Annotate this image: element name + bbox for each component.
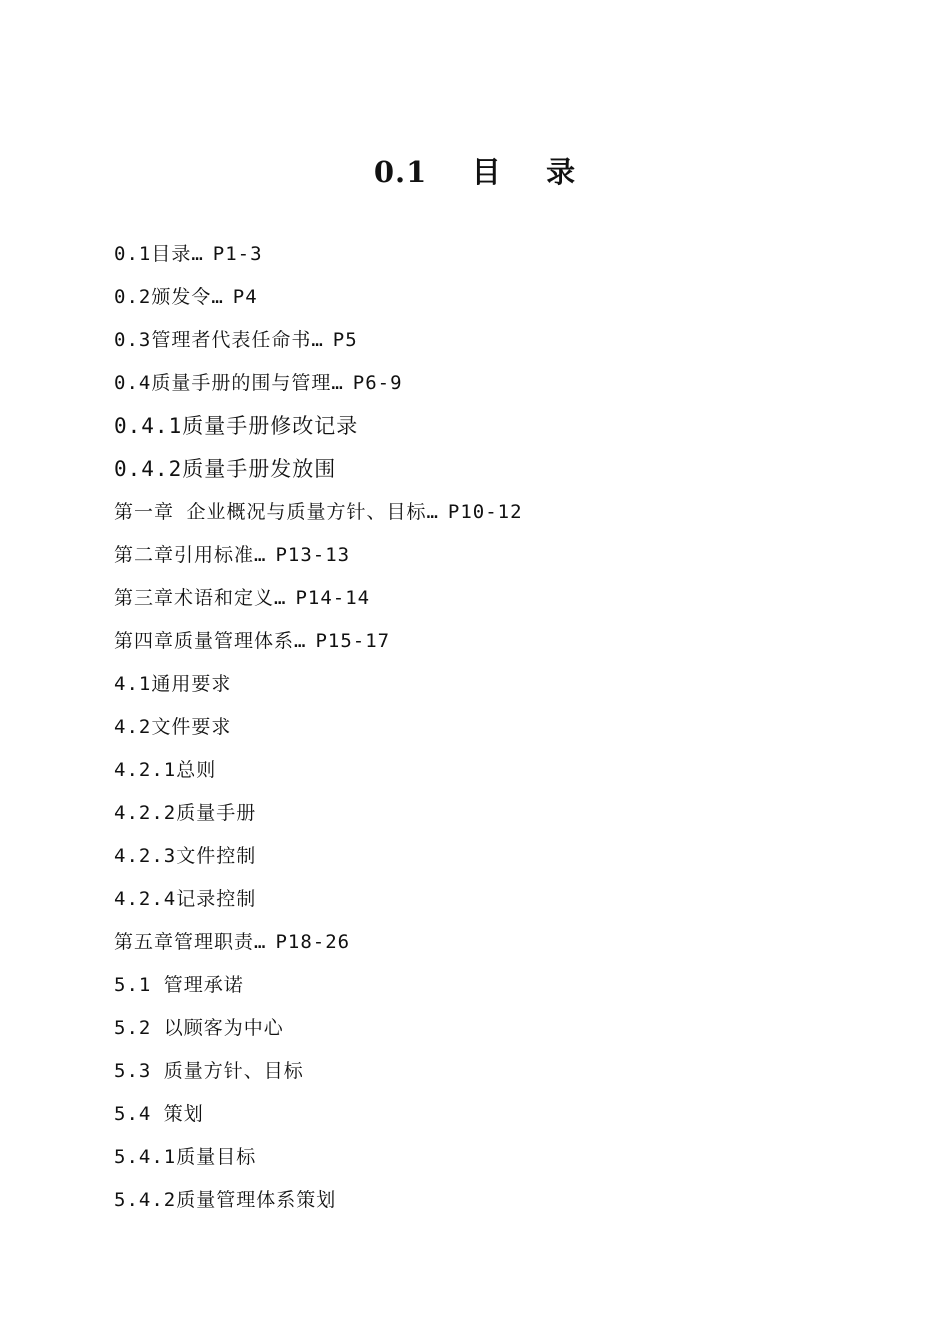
toc-entry: [114, 279, 834, 322]
toc-entry-label: 0.4质量手册的围与管理: [114, 372, 332, 394]
toc-entry-label: 4.2.1总则: [114, 759, 217, 781]
table-of-contents: [114, 236, 834, 1225]
toc-entry: [114, 795, 834, 838]
toc-entry: [114, 709, 834, 752]
toc-entry-label: 4.2.3文件控制: [114, 845, 257, 867]
toc-entry-label: 0.4.2质量手册发放围: [114, 457, 337, 481]
toc-entry-label: 4.2文件要求: [114, 716, 232, 738]
toc-page-number: P10-12: [447, 501, 523, 523]
toc-entry-label: 0.4.1质量手册修改记录: [114, 414, 359, 438]
toc-entry-label: 第二章引用标准: [114, 544, 255, 566]
toc-entry-label: 5.4.2质量管理体系策划: [114, 1189, 337, 1211]
toc-leader-dots: …: [426, 501, 438, 523]
toc-entry: [114, 1053, 834, 1096]
toc-entry-label: 5.4.1质量目标: [114, 1146, 257, 1168]
toc-leader-dots: …: [254, 544, 266, 566]
toc-entry-label: 5.3 质量方针、目标: [114, 1060, 304, 1082]
toc-entry: [114, 451, 834, 494]
toc-entry: [114, 838, 834, 881]
toc-entry: [114, 537, 834, 580]
toc-entry-label: 第三章术语和定义: [114, 587, 275, 609]
toc-entry-label: 第四章质量管理体系: [114, 630, 295, 652]
toc-page-number: P18-26: [275, 931, 351, 953]
toc-entry: [114, 623, 834, 666]
toc-page-number: P14-14: [295, 587, 371, 609]
toc-entry: [114, 666, 834, 709]
toc-entry: [114, 924, 834, 967]
toc-entry: [114, 1139, 834, 1182]
toc-page-number: P6-9: [352, 372, 403, 394]
toc-leader-dots: …: [331, 372, 343, 394]
toc-entry: [114, 967, 834, 1010]
toc-page-number: P4: [232, 286, 258, 308]
toc-entry: [114, 236, 834, 279]
toc-leader-dots: …: [294, 630, 306, 652]
toc-entry: [114, 881, 834, 924]
toc-entry: [114, 1010, 834, 1053]
toc-entry: [114, 1182, 834, 1225]
toc-entry-label: 5.1 管理承诺: [114, 974, 244, 996]
toc-entry-label: 0.3管理者代表任命书: [114, 329, 312, 351]
toc-entry-label: 4.2.2质量手册: [114, 802, 257, 824]
toc-entry-label: 第一章 企业概况与质量方针、目标: [114, 501, 427, 523]
toc-entry: [114, 494, 834, 537]
toc-leader-dots: …: [211, 286, 223, 308]
toc-entry: [114, 752, 834, 795]
toc-page-number: P5: [332, 329, 358, 351]
toc-entry-label: 4.1通用要求: [114, 673, 232, 695]
toc-entry: [114, 365, 834, 408]
page-title: 0.1 目 录: [373, 155, 577, 189]
toc-entry: [114, 408, 834, 451]
toc-entry-label: 0.2颁发令: [114, 286, 212, 308]
toc-leader-dots: …: [274, 587, 286, 609]
toc-leader-dots: …: [311, 329, 323, 351]
toc-leader-dots: …: [191, 243, 203, 265]
toc-leader-dots: …: [254, 931, 266, 953]
toc-page-number: P1-3: [212, 243, 263, 265]
toc-entry: [114, 580, 834, 623]
toc-entry: [114, 322, 834, 365]
toc-page-number: P13-13: [275, 544, 351, 566]
toc-entry-label: 0.1目录: [114, 243, 192, 265]
toc-entry: [114, 1096, 834, 1139]
toc-entry-label: 第五章管理职责: [114, 931, 255, 953]
toc-entry-label: 5.4 策划: [114, 1103, 204, 1125]
toc-page-number: P15-17: [315, 630, 391, 652]
toc-entry-label: 5.2 以顾客为中心: [114, 1017, 284, 1039]
toc-entry-label: 4.2.4记录控制: [114, 888, 257, 910]
